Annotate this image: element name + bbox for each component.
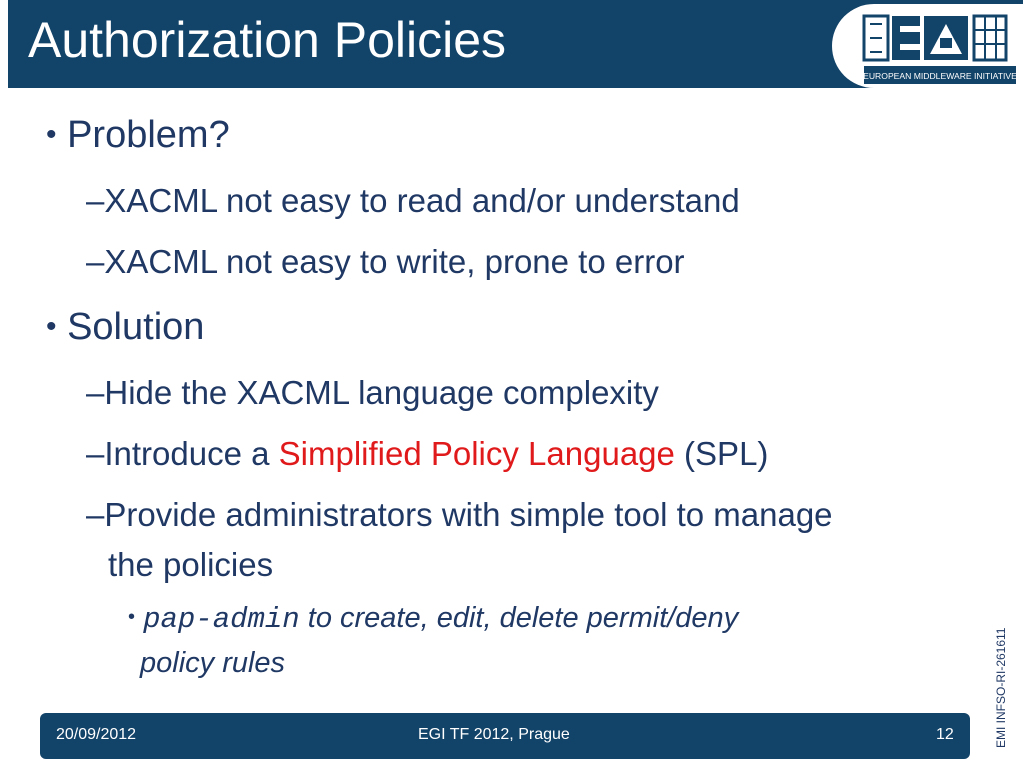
bullet-marker: • [46,310,57,343]
footer-bar [40,713,970,759]
sub-sub-bullet-pap-cont: policy rules [140,647,286,679]
dash-marker: – [86,496,105,533]
dash-marker: – [86,243,105,280]
code-term: pap-admin [143,603,300,636]
sub-bullet-text: XACML not easy to read and/or understand [104,182,740,219]
slide-title: Authorization Policies [28,12,507,68]
sub-bullet-spl [86,435,768,473]
bullet-problem [46,114,230,157]
sub-bullet-text: Provide administrators with simple tool to manage [104,496,833,533]
sub-bullet-text: XACML not easy to write, prone to error [104,243,685,280]
sub-sub-bullet-pap [128,602,738,636]
bullet-text: Solution [67,306,205,348]
logo-text: EUROPEAN MIDDLEWARE INITIATIVE [863,71,1017,81]
sub-bullet-read [86,182,740,220]
dash-marker: – [86,435,105,472]
footer-page-number: 12 [936,726,954,743]
bullet-marker: • [128,606,136,628]
bullet-marker: • [46,118,57,151]
sub-bullet-hide [86,374,659,412]
side-label: EMI INFSO-RI-261611 [994,627,1008,748]
highlighted-term: Simplified Policy Language [278,435,675,472]
dash-marker: – [86,182,105,219]
sub-bullet-write [86,243,685,281]
sub-bullet-provide-cont: the policies [108,546,274,583]
bullet-text: Problem? [67,114,230,156]
sub-bullet-text: Hide the XACML language complexity [104,374,659,411]
sub-bullet-text: Introduce a [104,435,279,472]
footer-event: EGI TF 2012, Prague [418,726,570,743]
sub-sub-bullet-text: to create, edit, delete permit/deny [299,602,739,634]
bullet-solution [46,306,204,349]
sub-bullet-provide [86,496,833,534]
sub-bullet-text-end: (SPL) [674,435,769,472]
footer-date: 20/09/2012 [56,726,137,743]
dash-marker: – [86,374,105,411]
